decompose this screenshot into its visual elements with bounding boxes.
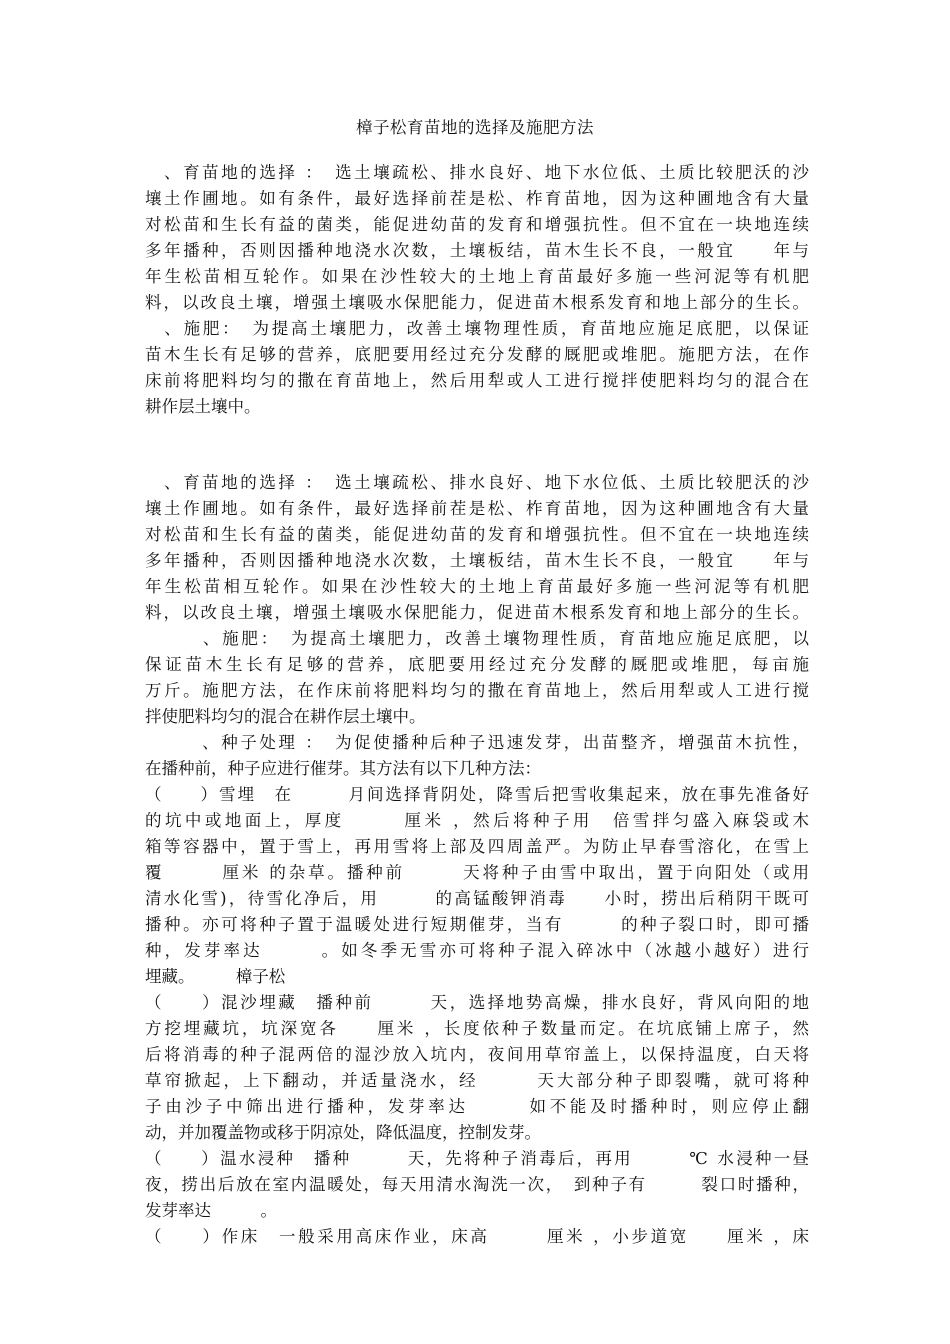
text-line: 子由沙子中筛出进行播种，发芽率达 如不能及时播种时，则应停止翻 xyxy=(145,1097,809,1116)
text-line: 料，以改良土壤，增强土壤吸水保肥能力，促进苗木根系发育和地上部分的生长。 xyxy=(145,603,809,622)
text-line: 草帘掀起，上下翻动，并适量浇水，经 天大部分种子即裂嘴，就可将种 xyxy=(145,1071,809,1090)
text-line: （ ）雪埋 在 月间选择背阴处，降雪后把雪收集起来，放在事先准备好 xyxy=(145,785,809,804)
text-line: 种，发芽率达 。如冬季无雪亦可将种子混入碎冰中（冰越小越好）进行 xyxy=(145,941,809,960)
text-line: 壤土作圃地。如有条件，最好选择前茬是松、柞育苗地，因为这种圃地含有大量 xyxy=(145,189,809,208)
text-line: 播种。亦可将种子置于温暖处进行短期催芽，当有 的种子裂口时，即可播 xyxy=(145,915,809,934)
text-line: 在播种前，种子应进行催芽。其方法有以下几种方法： xyxy=(145,759,541,778)
text-line: 万斤。施肥方法，在作床前将肥料均匀的撒在育苗地上，然后用犁或人工进行搅 xyxy=(145,681,809,700)
text-line: 耕作层土壤中。 xyxy=(145,397,261,416)
text-line: （ ）作床 一般采用高床作业，床高 厘米 ，小步道宽 厘米 ，床 xyxy=(145,1227,809,1246)
text-line: 多年播种，否则因播种地浇水次数，土壤板结，苗木生长不良，一般宜 年与 xyxy=(145,241,809,260)
text-line: 料，以改良土壤，增强土壤吸水保肥能力，促进苗木根系发育和地上部分的生长。 xyxy=(145,293,809,312)
text-line: 覆 厘米 的杂草。播种前 天将种子由雪中取出，置于向阳处（或用 xyxy=(145,863,809,882)
text-line: 发芽率达 。 xyxy=(145,1201,277,1220)
text-line: 年生松苗相互轮作。如果在沙性较大的土地上育苗最好多施一些河泥等有机肥 xyxy=(145,577,809,596)
text-line: 、施肥： 为提高土壤肥力，改善土壤物理性质，育苗地应施足底肥，以 xyxy=(145,629,809,648)
text-line: 对松苗和生长有益的菌类，能促进幼苗的发育和增强抗性。但不宜在一块地连续 xyxy=(145,215,809,234)
text-line: 埋藏。 樟子松 xyxy=(145,967,286,986)
text-line: 多年播种，否则因播种地浇水次数，土壤板结，苗木生长不良，一般宜 年与 xyxy=(145,551,809,570)
text-line: 、育苗地的选择 ： 选土壤疏松、排水良好、地下水位低、土质比较肥沃的沙 xyxy=(145,473,809,492)
text-line: 动，并加覆盖物或移于阴凉处，降低温度，控制发芽。 xyxy=(145,1123,541,1142)
text-line: 年生松苗相互轮作。如果在沙性较大的土地上育苗最好多施一些河泥等有机肥 xyxy=(145,267,809,286)
text-line: 拌使肥料均匀的混合在耕作层土壤中。 xyxy=(145,707,426,726)
text-line: 对松苗和生长有益的菌类，能促进幼苗的发育和增强抗性。但不宜在一块地连续 xyxy=(145,525,809,544)
text-line: 、育苗地的选择 ： 选土壤疏松、排水良好、地下水位低、土质比较肥沃的沙 xyxy=(145,163,809,182)
text-line: 方挖埋藏坑，坑深宽各 厘米 ，长度依种子数量而定。在坑底铺上席子，然 xyxy=(145,1019,809,1038)
text-line: 清水化雪)，待雪化净后，用 的高锰酸钾消毒 小时，捞出后稍阴干既可 xyxy=(145,889,809,908)
text-line: 壤土作圃地。如有条件，最好选择前茬是松、柞育苗地，因为这种圃地含有大量 xyxy=(145,499,809,518)
document-title: 樟子松育苗地的选择及施肥方法 xyxy=(356,118,594,137)
text-line: 床前将肥料均匀的撒在育苗地上，然后用犁或人工进行搅拌使肥料均匀的混合在 xyxy=(145,371,809,390)
text-line: 苗木生长有足够的营养，底肥要用经过充分发酵的厩肥或堆肥。施肥方法，在作 xyxy=(145,345,809,364)
text-line: 保证苗木生长有足够的营养，底肥要用经过充分发酵的厩肥或堆肥，每亩施 xyxy=(145,655,809,674)
text-line: 后将消毒的种子混两倍的湿沙放入坑内，夜间用草帘盖上，以保持温度，白天将 xyxy=(145,1045,809,1064)
text-line: 夜，捞出后放在室内温暖处，每天用清水淘洗一次， 到种子有 裂口时播种， xyxy=(145,1175,809,1194)
text-line: 、种子处理 ： 为促使播种后种子迅速发芽，出苗整齐，增强苗木抗性， xyxy=(145,733,809,752)
text-line: （ ）温水浸种 播种 天，先将种子消毒后，再用 ℃ 水浸种一昼 xyxy=(145,1149,809,1168)
text-line: 的坑中或地面上，厚度 厘米 ，然后将种子用 倍雪拌匀盛入麻袋或木 xyxy=(145,811,809,830)
text-line: 、施肥： 为提高土壤肥力，改善土壤物理性质，育苗地应施足底肥，以保证 xyxy=(145,319,809,338)
text-line: 箱等容器中，置于雪上，再用雪将上部及四周盖严。为防止早春雪溶化，在雪上 xyxy=(145,837,809,856)
text-line: （ ）混沙埋藏 播种前 天，选择地势高燥，排水良好，背风向阳的地 xyxy=(145,993,809,1012)
